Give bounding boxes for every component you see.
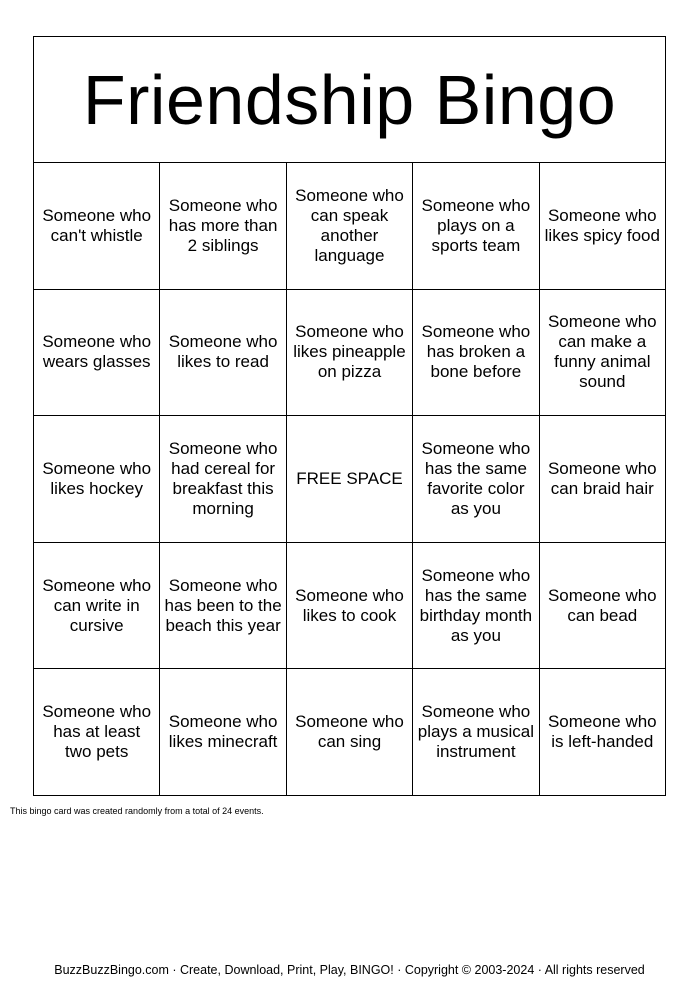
bingo-cell: Someone who likes to cook xyxy=(287,543,413,670)
bingo-cell: Someone who can braid hair xyxy=(540,416,666,543)
bingo-cell: Someone who likes pineapple on pizza xyxy=(287,290,413,417)
bingo-cell: Someone who has at least two pets xyxy=(34,669,160,796)
bingo-cell: Someone who likes minecraft xyxy=(160,669,286,796)
bingo-cell: Someone who plays on a sports team xyxy=(413,163,539,290)
page-title: Friendship Bingo xyxy=(82,60,617,139)
bingo-cell: Someone who likes hockey xyxy=(34,416,160,543)
footnote: This bingo card was created randomly from a total of 24 events. xyxy=(10,806,264,816)
bingo-cell: Someone who can make a funny animal sound xyxy=(540,290,666,417)
bingo-cell: Someone who can write in cursive xyxy=(34,543,160,670)
bingo-cell: Someone who can speak another language xyxy=(287,163,413,290)
bingo-cell: Someone who has broken a bone before xyxy=(413,290,539,417)
title-box xyxy=(33,36,666,163)
bingo-cell: Someone who can sing xyxy=(287,669,413,796)
bingo-cell: Someone who can bead xyxy=(540,543,666,670)
bingo-cell: Someone who has the same birthday month as you xyxy=(413,543,539,670)
bingo-cell: Someone who likes spicy food xyxy=(540,163,666,290)
bingo-card xyxy=(33,36,666,796)
footer-copyright: BuzzBuzzBingo.com · Create, Download, Print, Play, BINGO! · Copyright © 2003-2024 · All rights reserved xyxy=(54,963,645,977)
bingo-grid xyxy=(33,163,666,796)
bingo-cell: Someone who has been to the beach this year xyxy=(160,543,286,670)
bingo-cell: Someone who wears glasses xyxy=(34,290,160,417)
bingo-cell: Someone who has more than 2 siblings xyxy=(160,163,286,290)
bingo-cell: Someone who plays a musical instrument xyxy=(413,669,539,796)
bingo-cell: Someone who had cereal for breakfast this morning xyxy=(160,416,286,543)
bingo-cell: Someone who is left-handed xyxy=(540,669,666,796)
bingo-cell: Someone who can't whistle xyxy=(34,163,160,290)
free-space-cell: FREE SPACE xyxy=(287,416,413,543)
bingo-cell: Someone who likes to read xyxy=(160,290,286,417)
bingo-cell: Someone who has the same favorite color as you xyxy=(413,416,539,543)
